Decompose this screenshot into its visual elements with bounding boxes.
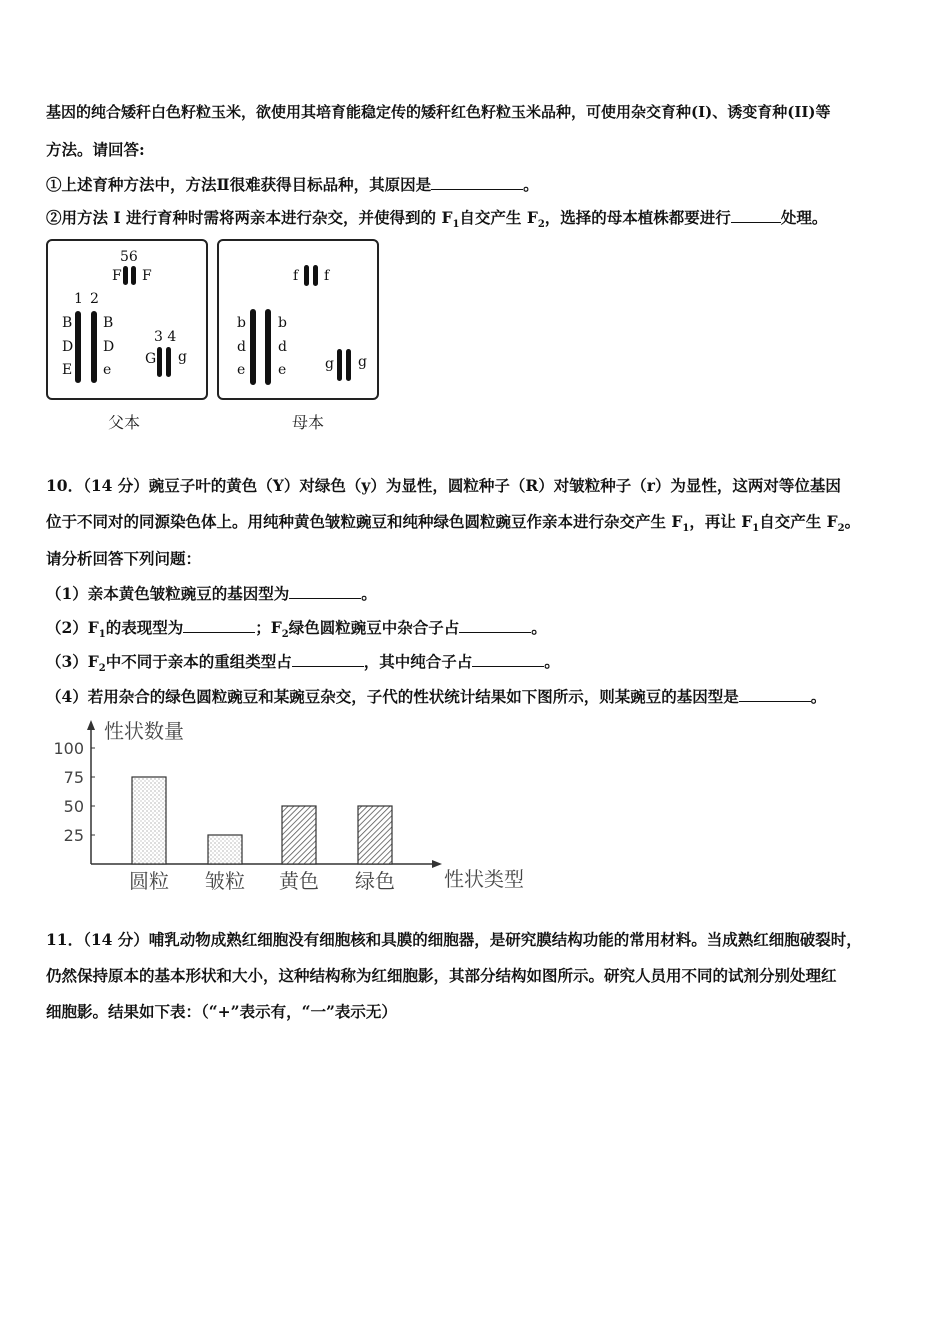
x-category-label: 黄色 xyxy=(279,869,319,893)
label-e-right: e xyxy=(278,362,287,378)
q10-p3-pre: （3）F xyxy=(46,652,99,671)
q10-sub: 2 xyxy=(98,663,106,675)
father-caption: 父本 xyxy=(108,413,141,432)
chromosome-2 xyxy=(91,311,97,383)
chromosome-6 xyxy=(131,266,136,285)
q10-p2-mid3: 绿色圆粒豌豆中杂合子占 xyxy=(288,618,460,637)
intro-question-1 xyxy=(46,174,539,195)
x-category-label: 绿色 xyxy=(355,869,395,893)
label-f-left: f xyxy=(293,268,299,284)
intro-line-2: 方法。请回答: xyxy=(46,140,145,159)
y-tick-label: 75 xyxy=(63,768,84,787)
chromosome-3 xyxy=(157,347,162,377)
chromosome-m3 xyxy=(337,349,342,381)
q11-line-1: 11．（14 分）哺乳动物成熟红细胞没有细胞核和具膜的细胞器，是研究膜结构功能的常用材料。当成熟红细胞破裂时， xyxy=(46,930,862,949)
q2-post: ，选择的母本植株都要进行 xyxy=(544,208,731,227)
label-g-left: g xyxy=(325,356,334,372)
mother-caption: 母本 xyxy=(292,413,325,432)
q10-sub: 2 xyxy=(837,523,845,535)
father-chromosome-box xyxy=(46,239,208,400)
label-34: 3 4 xyxy=(154,329,177,345)
q10-p2-mid2: ；F xyxy=(255,618,282,637)
q1-text: ①上述育种方法中，方法Ⅱ很难获得目标品种，其原因是 xyxy=(46,175,432,194)
bar-1 xyxy=(132,777,166,864)
label-56: 56 xyxy=(120,249,138,265)
intro-question-2 xyxy=(46,207,827,235)
chromosome-m4 xyxy=(346,349,351,381)
x-category-label: 皱粒 xyxy=(205,869,245,893)
q10-p1-text: （1）亲本黄色皱粒豌豆的基因型为 xyxy=(46,584,290,603)
q2-end: 处理。 xyxy=(780,208,828,227)
label-D-left: D xyxy=(62,339,74,355)
q10-part-2 xyxy=(46,617,547,645)
q10-part-3 xyxy=(46,651,560,679)
q10-p2-end: 。 xyxy=(531,618,547,637)
q1-end: 。 xyxy=(523,175,539,194)
q2-sub2: 2 xyxy=(537,219,545,231)
answer-blank[interactable] xyxy=(289,583,361,599)
label-F-left: F xyxy=(112,268,122,284)
label-G-left: G xyxy=(145,351,157,367)
answer-blank[interactable] xyxy=(183,617,255,633)
q10-p3-end: 。 xyxy=(544,652,560,671)
label-e-left: e xyxy=(237,362,246,378)
answer-blank[interactable] xyxy=(739,686,811,702)
x-axis-arrow xyxy=(432,860,442,868)
bar-2 xyxy=(208,835,242,864)
y-tick-label: 100 xyxy=(53,739,84,758)
q10-sub: 1 xyxy=(682,523,690,535)
y-axis-label: 性状数量 xyxy=(104,719,184,743)
y-axis-arrow xyxy=(87,720,95,730)
chromosome-4 xyxy=(166,347,171,377)
q10-p4-text: （4）若用杂合的绿色圆粒豌豆和某豌豆杂交，子代的性状统计结果如下图所示，则某豌豆的基因型是 xyxy=(46,687,739,706)
label-e-right: e xyxy=(103,362,112,378)
q10-part-4 xyxy=(46,686,826,707)
q2-sub1: 1 xyxy=(452,219,460,231)
label-1: 1 xyxy=(74,291,83,307)
label-B-left: B xyxy=(62,315,73,331)
q10-line2-pre: 位于不同对的同源染色体上。用纯种黄色皱粒豌豆和纯种绿色圆粒豌豆作亲本进行杂交产生 F xyxy=(46,512,683,531)
q10-line2-mid: ，再让 F xyxy=(689,512,753,531)
q10-p4-end: 。 xyxy=(810,687,827,706)
label-F-right: F xyxy=(142,268,152,284)
q10-line2-mid2: 自交产生 F xyxy=(759,512,838,531)
q10-p3-mid2: ，其中纯合子占 xyxy=(363,652,473,671)
q11-line-2: 仍然保持原本的基本形状和大小，这种结构称为红细胞影，其部分结构如图所示。研究人员用不同的试剂分别处理红 xyxy=(46,966,837,985)
chromosome-m1 xyxy=(250,309,256,385)
label-E-left: E xyxy=(62,362,73,378)
intro-line-1: 基因的纯合矮秆白色籽粒玉米，欲使用其培育能稳定传的矮秆红色籽粒玉米品种，可使用杂交育种(I)、诱变育种(II)等 xyxy=(46,103,831,121)
chromosome-m5 xyxy=(304,265,309,286)
label-g-right: g xyxy=(358,354,367,370)
mother-chromosome-box xyxy=(217,239,379,400)
chromosome-5 xyxy=(123,266,128,285)
y-tick-label: 25 xyxy=(63,826,84,845)
q10-sub: 2 xyxy=(281,629,289,641)
label-b-left: b xyxy=(237,315,246,331)
q10-p2-pre: （2）F xyxy=(46,618,99,637)
label-g-right: g xyxy=(178,349,187,365)
label-d-right: d xyxy=(278,339,287,355)
q10-sub: 1 xyxy=(752,523,760,535)
q2-mid: 自交产生 F xyxy=(459,208,538,227)
q10-line2-end: 。 xyxy=(844,512,861,531)
q10-sub: 1 xyxy=(98,629,106,641)
q11-line-3: 细胞影。结果如下表：（“+”表示有，“一”表示无） xyxy=(46,1002,397,1021)
label-f-right: f xyxy=(324,268,330,284)
bar-3 xyxy=(282,806,316,864)
label-B-right: B xyxy=(103,315,114,331)
answer-blank[interactable] xyxy=(459,617,531,633)
q10-part-1 xyxy=(46,583,377,604)
answer-blank[interactable] xyxy=(731,207,781,223)
q2-pre: ②用方法 I 进行育种时需将两亲本进行杂交，并使得到的 F xyxy=(46,208,453,227)
q10-p1-end: 。 xyxy=(361,584,377,603)
label-b-right: b xyxy=(278,315,287,331)
trait-bar-chart xyxy=(46,714,566,899)
y-tick-label: 50 xyxy=(63,797,84,816)
label-d-left: d xyxy=(237,339,246,355)
q10-line-3: 请分析回答下列问题： xyxy=(46,549,202,568)
bar-4 xyxy=(358,806,392,864)
x-axis-label: 性状类型 xyxy=(444,867,524,891)
chromosome-m6 xyxy=(313,265,318,286)
x-category-label: 圆粒 xyxy=(129,869,169,893)
q10-p2-mid: 的表现型为 xyxy=(105,618,184,637)
answer-blank[interactable] xyxy=(472,651,544,667)
answer-blank[interactable] xyxy=(431,174,523,190)
chromosome-m2 xyxy=(265,309,271,385)
chromosome-1 xyxy=(75,311,81,383)
answer-blank[interactable] xyxy=(292,651,364,667)
q10-line-1: 10．（14 分）豌豆子叶的黄色（Y）对绿色（y）为显性，圆粒种子（R）对皱粒种子（r）为显性，这两对等位基因 xyxy=(46,476,841,495)
q10-line-2 xyxy=(46,512,860,539)
q10-p3-mid: 中不同于亲本的重组类型占 xyxy=(105,652,292,671)
label-2: 2 xyxy=(90,291,99,307)
label-D-right: D xyxy=(103,339,115,355)
